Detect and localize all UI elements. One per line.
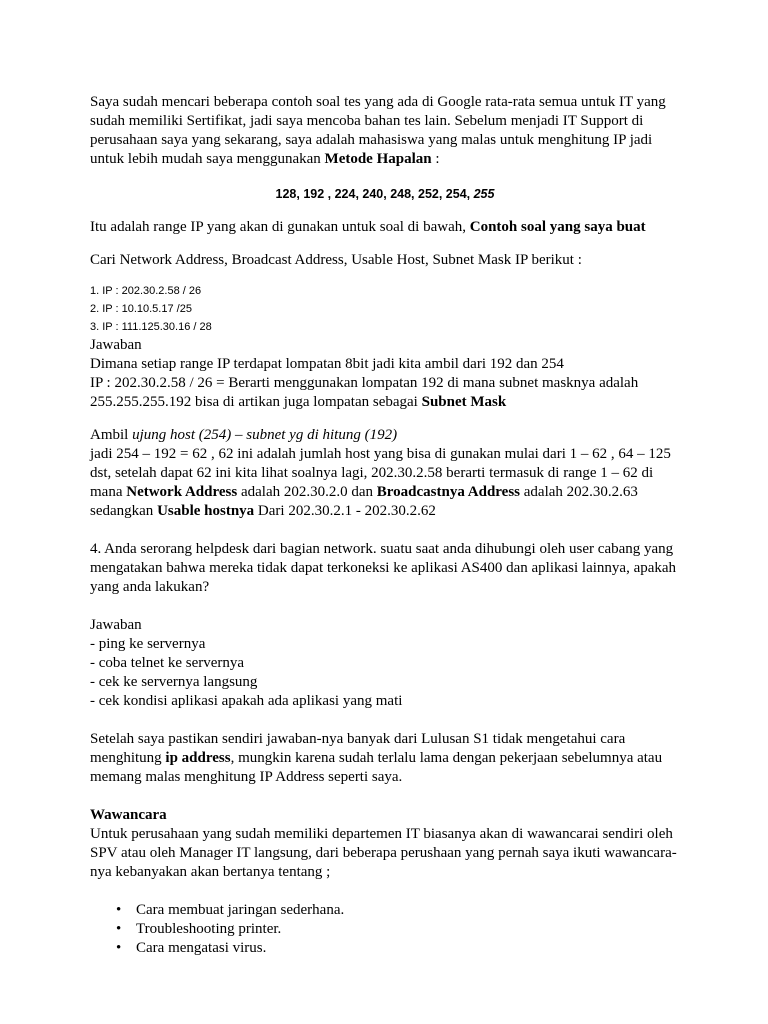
wawancara-item: • Cara mengatasi virus. [90, 939, 680, 958]
intro-text: Saya sudah mencari beberapa contoh soal tes yang ada di Google rata-rata semua untuk IT yang sudah memiliki Sertifikat, jadi saya mencoba bahan tes lain. Sebelum menjadi IT Support di perusahaan saya yang sekarang, saya adalah mahasiswa yang malas untuk menghitung IP jadi untuk lebih mudah saya menggunakan [90, 94, 666, 167]
ambil-p1: jadi 254 – 192 = 62 , 62 ini adalah jumlah host yang bisa di gunakan mulai dari 1 – 62 , 64 – 125 dst, setelah dapat 62 ini kita lihat soalnya lagi, 202.30.2.58 berarti termasuk di range 1 – 62 di mana [90, 446, 671, 500]
question4: 4. Anda serorang helpdesk dari bagian network. suatu saat anda dihubungi oleh user cabang yang mengatakan bahwa mereka tidak dapat terkoneksi ke aplikasi AS400 dan aplikasi lainnya, apakah yang anda lakukan? [90, 541, 677, 595]
wawancara-list [90, 901, 680, 958]
wawancara-heading [90, 806, 680, 825]
ambil-text: Ambil [90, 427, 133, 443]
closing-end: , mungkin karena sudah terlalu lama dengan pekerjaan sebelumnya atau memang malas menghitung IP Address seperti saya. [90, 750, 663, 785]
ambil-p2: adalah 202.30.2.0 dan [237, 484, 377, 500]
closing-paragraph [90, 730, 680, 787]
ip-item: 1. IP : 202.30.2.58 / 26 [90, 285, 202, 297]
broadcast-address-bold: Broadcastnya Address [376, 484, 521, 500]
ambil-paragraph [90, 445, 680, 521]
range-values [90, 185, 680, 204]
answer1-line1: Dimana setiap range IP terdapat lompatan 8bit jadi kita ambil dari 192 dan 254 [90, 356, 564, 372]
answer1-heading: Jawaban [90, 337, 142, 353]
ambil-p3: adalah 202.30.2.63 sedangkan [90, 484, 638, 519]
ip-list [90, 282, 680, 336]
ip-item: 3. IP : 111.125.30.16 / 28 [90, 321, 212, 333]
range-note-bold: Contoh soal yang saya buat [469, 219, 646, 235]
subnet-mask-bold: Subnet Mask [421, 394, 507, 410]
wawancara-text: Untuk perusahaan yang sudah memiliki departemen IT biasanya akan di wawancarai sendiri oleh SPV atau oleh Manager IT langsung, dari beberapa perushaan yang pernah saya ikuti wawancara-nya kebanyakan akan bertanya tentang ; [90, 826, 677, 880]
answer4-item: - cek kondisi aplikasi apakah ada aplikasi yang mati [90, 693, 403, 709]
answer4-item: - ping ke servernya [90, 636, 206, 652]
intro-paragraph [90, 93, 680, 169]
wawancara-item: • Cara membuat jaringan sederhana. [90, 901, 680, 920]
answer4-item: - cek ke servernya langsung [90, 674, 258, 690]
wawancara-item: • Troubleshooting printer. [90, 920, 680, 939]
ambil-p4: Dari 202.30.2.1 - 202.30.2.62 [254, 503, 436, 519]
usable-host-bold: Usable hostnya [157, 503, 255, 519]
answer4-heading: Jawaban [90, 617, 142, 633]
range-italic: 255 [473, 187, 495, 201]
wawancara-title: Wawancara [90, 807, 167, 823]
answer4-list [90, 635, 680, 711]
ambil-italic: ujung host (254) – subnet yg di hitung (192) [132, 427, 398, 443]
ip-item: 2. IP : 10.10.5.17 /25 [90, 303, 192, 315]
intro-end: : [431, 151, 440, 167]
range-note-text: Itu adalah range IP yang akan di gunakan untuk soal di bawah, [90, 219, 470, 235]
task-text: Cari Network Address, Broadcast Address, Usable Host, Subnet Mask IP berikut : [90, 252, 582, 268]
document-page [90, 93, 680, 958]
range-note [90, 218, 680, 237]
answer4-item: - coba telnet ke servernya [90, 655, 245, 671]
answer1-line2 [90, 374, 680, 412]
ambil-heading [90, 426, 680, 445]
closing-text: Setelah saya pastikan sendiri jawaban-nya banyak dari Lulusan S1 tidak mengetahui cara menghitung [90, 731, 626, 766]
range-main: 128, 192 , 224, 240, 248, 252, 254, [275, 187, 474, 201]
ip-address-bold: ip address [165, 750, 231, 766]
answer1-line2-text: IP : 202.30.2.58 / 26 = Berarti menggunakan lompatan 192 di mana subnet masknya adalah 255.255.255.192 bisa di artikan juga lompatan sebagai [90, 375, 639, 410]
network-address-bold: Network Address [126, 484, 238, 500]
intro-bold: Metode Hapalan [324, 151, 432, 167]
